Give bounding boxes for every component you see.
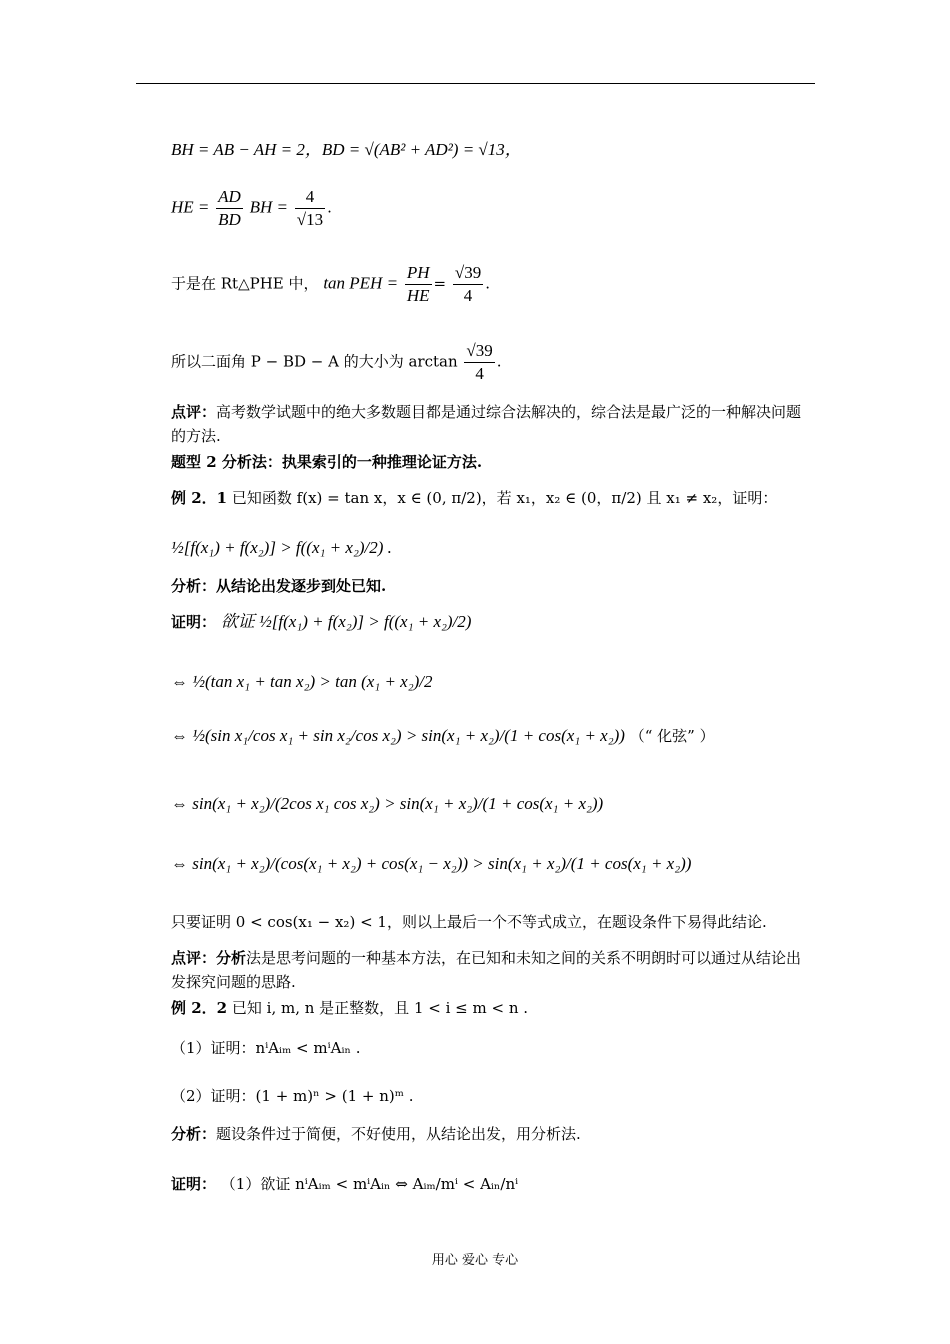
comment-label: 点评： [171,403,217,421]
numerator: AD [216,186,243,209]
he-mid: BH = [249,197,289,217]
denominator: √13 [296,210,324,229]
analysis-2 [171,1122,816,1146]
example-label: 例 2．1 [171,489,228,507]
proof-note: （“ 化弦” ） [629,727,715,745]
he-lhs: HE = [171,197,210,217]
proof-text: （1）欲证 nⁱAᵢₘ < mⁱAᵢₙ ⇔ Aᵢₘ/mⁱ < Aᵢₙ/nⁱ [220,1175,519,1193]
proof-1-end: 只要证明 0 < cos(x₁ − x₂) < 1，则以上最后一个不等式成立，在题设条件下易得此结论. [171,913,767,931]
equation-he: HE = $\frac{AD}{BD}$ BH = $\frac{4}{√13}$ . [171,187,332,229]
fraction-ad-bd [216,186,243,231]
denominator: BD [218,210,241,229]
example-2-2-part2: （2）证明：(1 + m)ⁿ > (1 + n)ᵐ . [171,1087,414,1105]
example-label: 例 2．2 [171,999,228,1017]
page-footer: 用心 爱心 专心 [431,1253,519,1268]
example-text: 已知 i, m, n 是正整数，且 1 < i ≤ m < n . [231,999,529,1017]
line-text: 于是在 Rt△PHE 中， [171,274,319,293]
proof-step: ⇔ ½(sin x₁/cos x₁ + sin x₂/cos x₂) > sin(x₁ + x₂)/(1 + cos(x₁ + x₂)) [171,726,625,745]
header-rule [136,83,815,84]
comment-text: 高考数学试题中的绝大多数题目都是通过综合法解决的，综合法是最广泛的一种解决问题的方法. [171,403,802,445]
analysis-label: 分析： [171,1125,217,1143]
proof-label: 证明： [171,1175,217,1193]
fraction-sqrt39-4 [453,262,483,307]
denominator: HE [406,286,430,305]
numerator: PH [405,262,432,285]
fraction-ph-he [405,262,432,307]
denominator: 4 [475,364,484,383]
comment-bold-word: 分析 [216,949,247,967]
proof-label: 证明： [171,613,217,631]
comment-label: 点评： [171,949,217,967]
example-text: 已知函数 f(x) = tan x，x ∈ (0, π/2)，若 x₁，x₂ ∈ (0，π/2) 且 x₁ ≠ x₂，证明： [231,489,778,507]
dihedral-angle-line: 所以二面角 P − BD − A 的大小为 arctan $\frac{√39}{4}$ . [171,341,502,383]
comment-2 [171,946,816,994]
proof-1-start [171,610,816,634]
numerator: 4 [295,186,325,209]
numerator: √39 [464,340,494,363]
proof-step: 欲证 ½[f(x₁) + f(x₂)] > f((x₁ + x₂)/2) [220,612,472,631]
comment-text: 法是思考问题的一种基本方法，在已知和未知之间的关系不明朗时可以通过从结论出发探究问题的思路. [171,949,802,991]
example-2-1 [171,486,816,510]
tan-lhs: tan PEH = [323,273,399,293]
fraction-sqrt39-4 [464,340,494,385]
example-2-2 [171,996,816,1020]
section-heading-type2: 题型 2 分析法：执果索引的一种推理论证方法. [171,453,483,471]
equation-bh-bd [171,138,816,162]
denominator: 4 [463,286,473,305]
analysis-text: 题设条件过于简便，不好使用，从结论出发，用分析法. [216,1125,581,1143]
proof-2-start [171,1172,816,1196]
proof-step-1: ⇔ ½(tan x₁ + tan x₂) > tan (x₁ + x₂)/2 [171,672,433,691]
numerator: √39 [453,262,483,285]
analysis-1: 分析：从结论出发逐步到处已知. [171,577,387,595]
proof-step-3: ⇔ sin(x₁ + x₂)/(2cos x₁ cos x₂) > sin(x₁ + x₂)/(1 + cos(x₁ + x₂)) [171,794,604,813]
fraction-4-sqrt13 [295,186,325,231]
equation-tan-peh: 于是在 Rt△PHE 中， tan PEH = $\frac{PH}{HE}$ = $\frac{√39}{4}$ . [171,263,490,305]
equation-text: BH = AB − AH = 2，BD = √(AB² + AD²) = √13， [171,140,522,159]
proof-step-2 [171,724,816,748]
proof-step-4: ⇔ sin(x₁ + x₂)/(cos(x₁ + x₂) + cos(x₁ − x₂)) > sin(x₁ + x₂)/(1 + cos(x₁ + x₂)) [171,854,692,873]
line-text: 所以二面角 P − BD − A 的大小为 arctan [171,352,458,371]
example-2-2-part1: （1）证明：nⁱAᵢₘ < mⁱAᵢₙ . [171,1039,361,1057]
example-2-1-claim: ½[f(x₁) + f(x₂)] > f((x₁ + x₂)/2) . [171,538,392,557]
comment-1 [171,400,816,448]
